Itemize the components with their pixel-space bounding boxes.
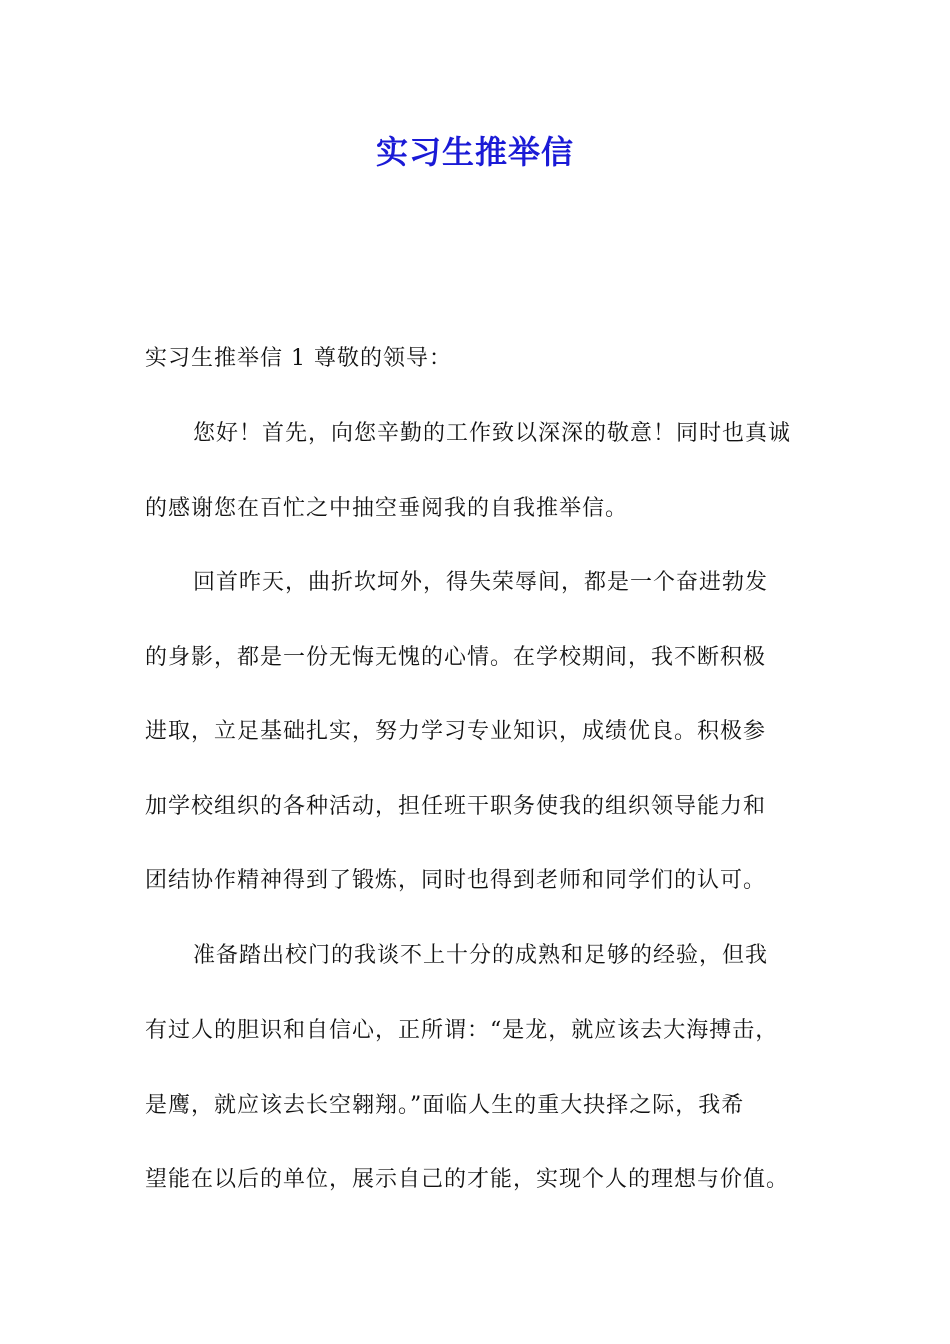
salutation-line: 实习生推举信 1 尊敬的领导： [145,346,452,371]
body-line: 望能在以后的单位，展示自己的才能，实现个人的理想与价值。 [145,1167,790,1192]
body-line: 团结协作精神得到了锻炼，同时也得到老师和同学们的认可。 [145,868,767,893]
document-title: 实习生推举信 [375,133,574,171]
body-line: 准备踏出校门的我谈不上十分的成熟和足够的经验，但我 [193,943,769,968]
body-line: 的感谢您在百忙之中抽空垂阅我的自我推举信。 [145,496,629,521]
body-line: 进取，立足基础扎实，努力学习专业知识，成绩优良。积极参 [145,719,767,744]
body-line: 是鹰，就应该去长空翱翔。”面临人生的重大抉择之际，我希 [145,1093,745,1118]
body-line: 加学校组织的各种活动，担任班干职务使我的组织领导能力和 [145,794,767,819]
body-line: 有过人的胆识和自信心，正所谓：“是龙，就应该去大海搏击， [145,1018,779,1043]
body-line: 回首昨天，曲折坎坷外，得失荣辱间，都是一个奋进勃发 [193,570,769,595]
body-line: 的身影，都是一份无悔无愧的心情。在学校期间，我不断积极 [145,645,767,670]
body-line: 您好！首先，向您辛勤的工作致以深深的敬意！同时也真诚 [193,421,792,446]
